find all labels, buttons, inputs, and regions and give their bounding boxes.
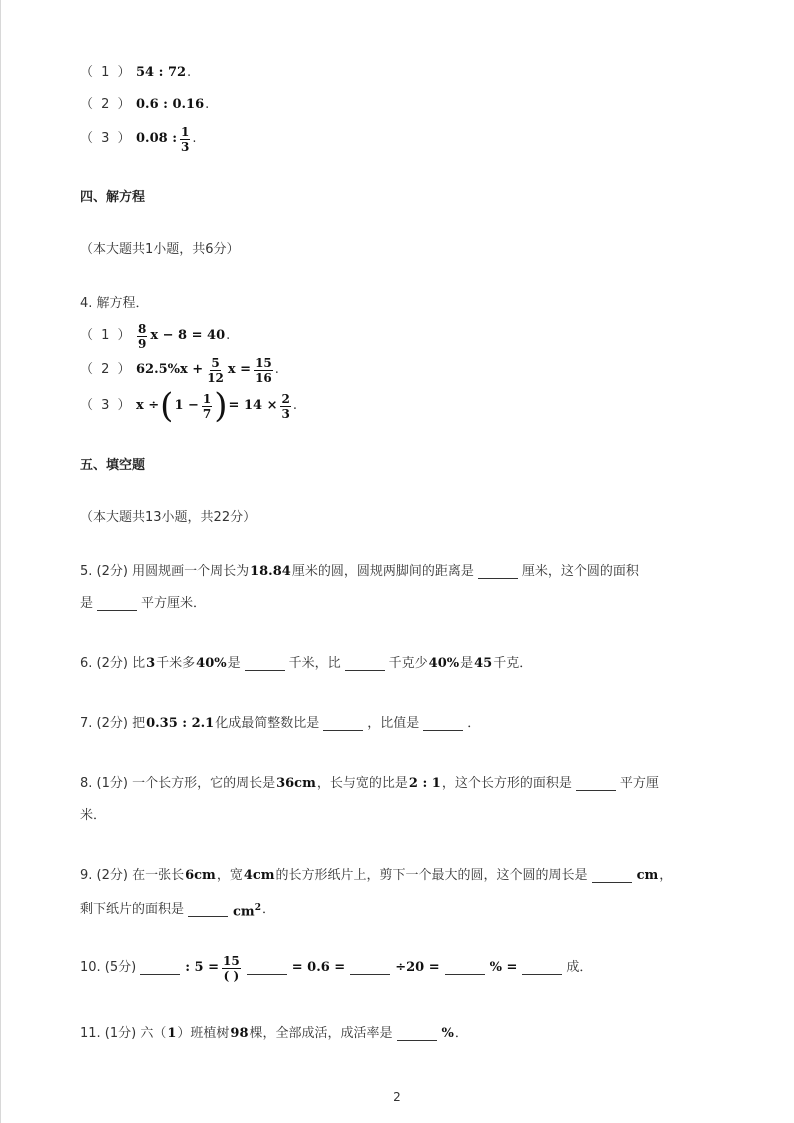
text: 5. (2分) 用圆规画一个周长为 [80, 564, 250, 579]
section-title: 四、解方程 [80, 190, 146, 205]
math-expr: x = [227, 362, 252, 377]
text: ． [454, 1026, 468, 1041]
equation-3 [80, 386, 714, 426]
math-expr: % = [489, 960, 518, 975]
text: ，比值是 [367, 716, 420, 731]
math-expr: 62.5%x + [136, 362, 204, 377]
math-expr: 4cm [243, 868, 275, 883]
answer-blank[interactable] [576, 778, 616, 791]
text: 成． [566, 960, 593, 975]
answer-blank[interactable] [188, 904, 228, 917]
math-expr: 40% [196, 656, 227, 671]
math-expr: cm [636, 868, 659, 883]
math-expr: 1 [167, 1026, 177, 1041]
text: 9. (2分) 在一张长 [80, 868, 185, 883]
math-expr: 0.35 : 2.1 [146, 716, 215, 731]
punct: . [192, 131, 197, 146]
text: 平方厘 [619, 776, 659, 791]
question-5-cont [80, 595, 714, 613]
text: 厘米，这个圆的面积 [521, 564, 639, 579]
item-label: （ 3 ） [80, 131, 133, 146]
text: ， [659, 868, 673, 883]
section-subtitle: （本大题共1小题，共6分） [80, 242, 240, 257]
math-expr: = 14 × [228, 398, 278, 413]
text: ）班植树 [177, 1026, 230, 1041]
math-expr: x − 8 = 40 [150, 328, 226, 343]
question-9-cont [80, 899, 714, 921]
math-expr: 2 : 1 [408, 776, 441, 791]
answer-blank[interactable] [97, 598, 137, 611]
question-11 [80, 1025, 714, 1043]
question-8-cont [80, 807, 714, 825]
equation-1 [80, 320, 714, 352]
ratio-item-2 [80, 96, 714, 114]
math-expr: x ÷ [136, 398, 160, 413]
math-expr: 45 [474, 656, 493, 671]
text: 6. (2分) 比 [80, 656, 146, 671]
math-expr: 36cm [276, 776, 316, 791]
text: 10. (5分) [80, 960, 137, 975]
ratio-item-1 [80, 64, 714, 82]
answer-blank[interactable] [592, 870, 632, 883]
answer-blank[interactable] [140, 962, 180, 975]
text: 厘米的圆，圆规两脚间的距离是 [291, 564, 474, 579]
text: ． [261, 902, 275, 918]
text: 米． [80, 808, 107, 823]
fraction: $\frac{2}{3}$ [281, 391, 290, 421]
text: 7. (2分) 把 [80, 716, 146, 731]
fraction: $\frac{1}{3}$ [181, 124, 190, 154]
text: 剩下纸片的面积是 [80, 902, 185, 918]
punct: . [187, 65, 192, 80]
item-label: （ 2 ） [80, 362, 133, 377]
item-label: （ 2 ） [80, 97, 133, 112]
page-edge [0, 0, 1, 1123]
math-expr: 0.6 : 0.16 [136, 97, 205, 112]
text: ，这个长方形的面积是 [441, 776, 572, 791]
answer-blank[interactable] [345, 658, 385, 671]
text: 千克少 [388, 656, 428, 671]
punct: . [226, 328, 231, 343]
answer-blank[interactable] [245, 658, 285, 671]
answer-blank[interactable] [247, 962, 287, 975]
question-8 [80, 775, 714, 793]
math-expr: 98 [230, 1026, 249, 1041]
fraction: $\frac{8}{9}$ [138, 321, 147, 351]
text: ． [467, 716, 481, 731]
math-expr: 18.84 [250, 564, 291, 579]
math-expr: 6cm [185, 868, 216, 883]
left-paren: ( [160, 386, 174, 426]
text: ，长与宽的比是 [316, 776, 408, 791]
text: 是 [80, 596, 94, 611]
page-number: 2 [393, 1090, 401, 1104]
question-9 [80, 867, 714, 885]
fraction: $\frac{15}{16}$ [255, 355, 272, 385]
text: 是 [227, 656, 241, 671]
text: 是 [460, 656, 474, 671]
math-expr: 1 − [174, 398, 199, 413]
answer-blank[interactable] [323, 718, 363, 731]
math-expr: $cm^2$ [233, 903, 261, 920]
text: 千克． [493, 656, 533, 671]
fraction: $\frac{1}{7}$ [202, 391, 212, 421]
fraction: $\frac{15}{( )}$ [223, 953, 240, 983]
question-7 [80, 715, 714, 733]
text: 棵，全部成活，成活率是 [249, 1026, 393, 1041]
question-4-title: 4. 解方程． [80, 296, 149, 311]
answer-blank[interactable] [445, 962, 485, 975]
item-label: （ 1 ） [80, 328, 133, 343]
text: ，宽 [216, 868, 243, 883]
text: 11. (1分) 六（ [80, 1026, 167, 1041]
item-label: （ 3 ） [80, 398, 133, 413]
equation-2 [80, 354, 714, 386]
text: 千米多 [156, 656, 196, 671]
text: 千米，比 [288, 656, 341, 671]
question-6 [80, 655, 714, 673]
math-expr: 3 [146, 656, 156, 671]
math-expr: 0.08 : [136, 131, 177, 146]
item-label: （ 1 ） [80, 65, 133, 80]
math-expr: = 0.6 = [291, 960, 346, 975]
math-expr: ÷20 = [395, 960, 440, 975]
answer-blank[interactable] [522, 962, 562, 975]
section-subtitle: （本大题共13小题，共22分） [80, 510, 257, 525]
math-expr: : 5 = [185, 960, 220, 975]
math-expr: 54 : 72 [136, 65, 187, 80]
punct: . [292, 398, 297, 413]
answer-blank[interactable] [423, 718, 463, 731]
math-expr: % [441, 1026, 454, 1041]
text: 化成最简整数比是 [215, 716, 320, 731]
text: 平方厘米． [141, 596, 207, 611]
answer-blank[interactable] [350, 962, 390, 975]
ratio-item-3 [80, 124, 714, 154]
answer-blank[interactable] [397, 1028, 437, 1041]
text: 8. (1分) 一个长方形，它的周长是 [80, 776, 276, 791]
text: 的长方形纸片上，剪下一个最大的圆，这个圆的周长是 [275, 868, 588, 883]
question-5 [80, 563, 714, 581]
punct: . [274, 362, 279, 377]
section-title: 五、填空题 [80, 458, 146, 473]
right-paren: ) [214, 386, 228, 426]
math-expr: 40% [428, 656, 460, 671]
punct: . [205, 97, 210, 112]
fraction: $\frac{5}{12}$ [207, 355, 224, 385]
question-10 [80, 950, 714, 986]
answer-blank[interactable] [478, 566, 518, 579]
